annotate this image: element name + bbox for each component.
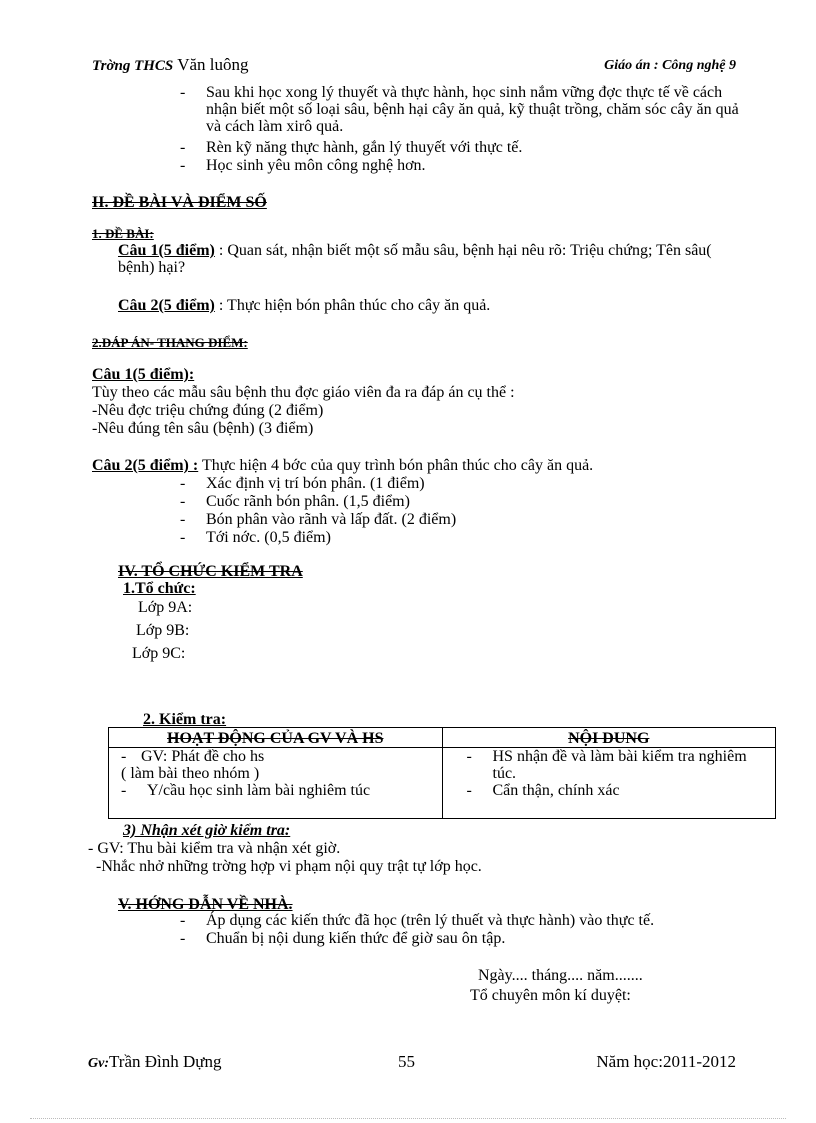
section5-title: V. HỚNG DẪN VỀ NHÀ. <box>118 896 293 913</box>
question-2-label: Câu 2(5 điểm) <box>118 297 215 314</box>
nhan-xet-label: 3) Nhận xét giờ kiểm tra: <box>123 822 291 839</box>
table-header-activities-text: HOẠT ĐỘNG CỦA GV VÀ HS <box>167 730 384 747</box>
answer-2 <box>92 457 593 474</box>
answer-2-step-3: - Bón phân vào rãnh và lấp đất. (2 điểm) <box>180 511 457 528</box>
answer-2-step-2: - Cuốc rãnh bón phân. (1,5 điểm) <box>180 493 410 510</box>
answer-2-step-1: - Xác định vị trí bón phân. (1 điểm) <box>180 475 425 492</box>
nhan-xet-line-1: - GV: Thu bài kiểm tra và nhận xét giờ. <box>88 840 341 857</box>
answer-1-line-2: -Nêu đợc triệu chứng đúng (2 điểm) <box>92 402 324 419</box>
footer-year: Năm học:2011-2012 <box>596 1052 736 1071</box>
answer-2-step-1-text: Xác định vị trí bón phân. (1 điểm) <box>206 475 425 492</box>
objective-text-3: Học sinh yêu môn công nghệ hơn. <box>206 157 426 174</box>
homework-item-1-text: Áp dụng các kiến thức đã học (trên lý thuết và thực hành) vào thực tế. <box>206 912 655 929</box>
header-school <box>92 55 249 75</box>
gv-line-2: ( làm bài theo nhóm ) <box>121 765 260 782</box>
question-2 <box>118 297 490 314</box>
section2-title: II. ĐỀ BÀI VÀ ĐIỂM SỐ <box>92 194 267 211</box>
answer-2-step-4: - Tới nớc. (0,5 điểm) <box>180 529 331 546</box>
footer-teacher-name: Trần Đình Dựng <box>109 1052 222 1071</box>
homework-item-1: - Áp dụng các kiến thức đã học (trên lý thuết và thực hành) vào thực tế. <box>180 912 655 929</box>
de-bai-label: 1. ĐỀ BÀI: <box>92 226 154 241</box>
class-9a: Lớp 9A: <box>138 599 193 616</box>
objective-item-1: - Sau khi học xong lý thuyết và thực hành, học sinh nắm vững đợc thực tế về cách nhận biết một số loại sâu, bệnh hại cây ăn quả, kỹ thuật trồng, chăm sóc cây ăn quả và cách làm xirô quả. <box>180 84 739 135</box>
class-9b: Lớp 9B: <box>136 622 190 639</box>
table-header-content <box>442 728 776 748</box>
question-2-text: : Thực hiện bón phân thúc cho cây ăn quả. <box>218 297 491 314</box>
question-1 <box>118 242 718 276</box>
answer-2-step-2-text: Cuốc rãnh bón phân. (1,5 điểm) <box>206 493 410 510</box>
table-row <box>109 748 776 819</box>
page-number: 55 <box>398 1052 415 1071</box>
question-1-text: : Quan sát, nhận biết một số mẫu sâu, bệnh hại nêu rõ: Triệu chứng; Tên sâu( bệnh) hại? <box>118 242 712 276</box>
answer-2-step-4-text: Tới nớc. (0,5 điểm) <box>206 529 331 546</box>
homework-item-2-text: Chuẩn bị nội dung kiến thức để giờ sau ôn tập. <box>206 930 506 947</box>
answer-2-step-3-text: Bón phân vào rãnh và lấp đất. (2 điểm) <box>206 511 457 528</box>
objective-text-1: Sau khi học xong lý thuyết và thực hành, học sinh nắm vững đợc thực tế về cách nhận biết một số loại sâu, bệnh hại cây ăn quả, kỹ thuật trồng, chăm sóc cây ăn quả và cách làm xirô quả. <box>206 84 739 135</box>
hs-line-2: Cẩn thận, chính xác <box>492 782 620 799</box>
kiem-tra-label: 2. Kiểm tra: <box>143 711 227 728</box>
sign-approve-line: Tổ chuyên môn kí duyệt: <box>470 987 631 1004</box>
gv-line-1: GV: Phát đề cho hs <box>141 748 265 765</box>
footer-teacher <box>88 1052 221 1072</box>
to-chuc-label: 1.Tổ chức: <box>123 580 196 597</box>
bottom-divider <box>30 1118 786 1119</box>
objective-item-2: - Rèn kỹ năng thực hành, gắn lý thuyết với thực tế. <box>180 139 523 156</box>
activity-table <box>108 727 776 819</box>
table-header-row <box>109 728 776 748</box>
gv-line-3: Y/cầu học sinh làm bài nghiêm túc <box>147 782 371 799</box>
answer-1-line-3: -Nêu đúng tên sâu (bệnh) (3 điểm) <box>92 420 314 437</box>
question-1-label: Câu 1(5 điểm) <box>118 242 215 259</box>
hs-line-1: HS nhận đề và làm bài kiểm tra nghiêm túc. <box>492 748 747 782</box>
table-header-activities <box>109 728 443 748</box>
dap-an-label: 2.ĐÁP ÁN- THANG ĐIỂM: <box>92 335 248 350</box>
answer-1-line-1: Tùy theo các mẫu sâu bệnh thu đợc giáo viên đa ra đáp án cụ thể : <box>92 384 515 401</box>
objective-text-2: Rèn kỹ năng thực hành, gắn lý thuyết với thực tế. <box>206 139 523 156</box>
section4-title: IV. TỔ CHỨC KIỂM TRA <box>118 563 303 580</box>
header-school-prefix: Trờng THCS <box>92 58 174 74</box>
objective-item-3: - Học sinh yêu môn công nghệ hơn. <box>180 157 426 174</box>
table-cell-content: - HS nhận đề và làm bài kiểm tra nghiêm túc. - Cẩn thận, chính xác <box>442 748 776 819</box>
class-9c: Lớp 9C: <box>132 645 186 662</box>
answer-2-text: Thực hiện 4 bớc của quy trình bón phân thúc cho cây ăn quả. <box>201 457 594 474</box>
table-header-content-text: NỘI DUNG <box>568 730 650 747</box>
answer-1-label: Câu 1(5 điểm): <box>92 366 195 383</box>
nhan-xet-line-2: -Nhắc nhở những trờng hợp vi phạm nội quy trật tự lớp học. <box>96 858 482 875</box>
header-subject: Giáo án : Công nghệ 9 <box>604 58 736 73</box>
table-cell-activities: - GV: Phát đề cho hs ( làm bài theo nhóm ) - Y/cầu học sinh làm bài nghiêm túc <box>109 748 443 819</box>
header-school-name: Văn luông <box>177 55 249 74</box>
footer-teacher-prefix: Gv: <box>88 1056 109 1071</box>
sign-date-line: Ngày.... tháng.... năm....... <box>478 967 643 984</box>
homework-item-2: - Chuẩn bị nội dung kiến thức để giờ sau ôn tập. <box>180 930 506 947</box>
answer-2-label: Câu 2(5 điểm) : <box>92 457 199 474</box>
